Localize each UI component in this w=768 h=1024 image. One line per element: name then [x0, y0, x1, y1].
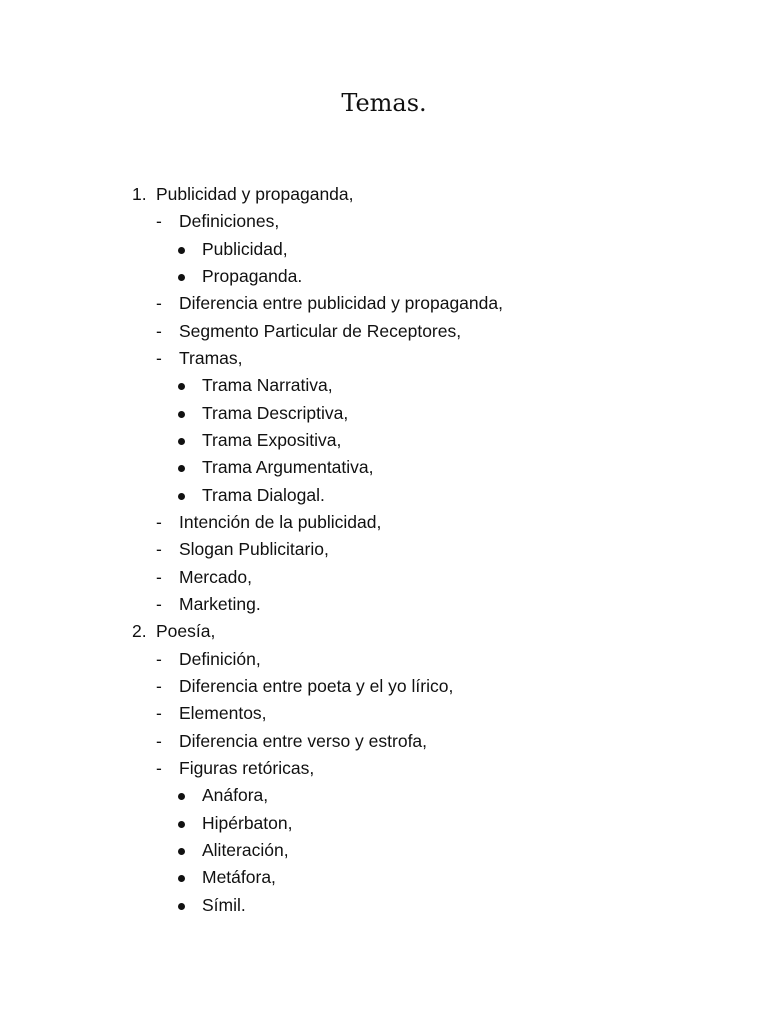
bullet-icon [178, 493, 185, 500]
dash-marker: - [156, 730, 162, 751]
bullet-icon [178, 247, 185, 254]
bullet-item [0, 837, 768, 864]
bullet-item [0, 454, 768, 481]
bullet-icon [178, 465, 185, 472]
dash-marker: - [156, 566, 162, 587]
item-text: Trama Dialogal. [202, 484, 325, 505]
dash-marker: - [156, 593, 162, 614]
dash-item [0, 728, 768, 755]
item-text: Hipérbaton, [202, 812, 293, 833]
bullet-icon [178, 875, 185, 882]
numbered-item [0, 618, 768, 645]
item-text: Definiciones, [179, 211, 280, 232]
item-text: Tramas, [179, 347, 243, 368]
dash-item [0, 345, 768, 372]
bullet-icon [178, 821, 185, 828]
bullet-icon [178, 438, 185, 445]
dash-item [0, 755, 768, 782]
page-title: Temas. [341, 89, 427, 117]
item-text: Diferencia entre poeta y el yo lírico, [179, 675, 454, 696]
item-text: Publicidad, [202, 238, 288, 259]
item-text: Propaganda. [202, 265, 303, 286]
item-text: Mercado, [179, 566, 252, 587]
item-text: Símil. [202, 894, 246, 915]
item-number: 2. [132, 621, 147, 642]
dash-item [0, 673, 768, 700]
item-text: Segmento Particular de Receptores, [179, 320, 462, 341]
item-number: 1. [132, 184, 147, 204]
dash-marker: - [156, 347, 162, 368]
bullet-item [0, 810, 768, 837]
dash-item [0, 591, 768, 618]
item-text: Trama Narrativa, [202, 375, 333, 396]
bullet-icon [178, 903, 185, 910]
bullet-item [0, 263, 768, 290]
item-text: Definición, [179, 648, 261, 669]
dash-marker: - [156, 703, 162, 724]
dash-marker: - [156, 293, 162, 314]
item-text: Poesía, [156, 621, 216, 642]
bullet-item [0, 372, 768, 399]
item-text: Slogan Publicitario, [179, 539, 329, 560]
dash-marker: - [156, 648, 162, 669]
dash-item [0, 564, 768, 591]
dash-marker: - [156, 511, 162, 532]
topic-outline [0, 181, 768, 919]
dash-marker: - [156, 211, 162, 232]
bullet-item [0, 236, 768, 263]
bullet-icon [178, 793, 185, 800]
bullet-item [0, 864, 768, 891]
bullet-item [0, 400, 768, 427]
item-text: Anáfora, [202, 785, 269, 806]
item-text: Trama Expositiva, [202, 429, 342, 450]
dash-marker: - [156, 320, 162, 341]
dash-marker: - [156, 539, 162, 560]
bullet-item [0, 782, 768, 809]
dash-item [0, 318, 768, 345]
dash-item [0, 509, 768, 536]
dash-item [0, 536, 768, 563]
bullet-item [0, 892, 768, 919]
bullet-item [0, 427, 768, 454]
dash-item [0, 646, 768, 673]
bullet-icon [178, 848, 185, 855]
item-text: Diferencia entre verso y estrofa, [179, 730, 428, 751]
dash-item [0, 700, 768, 727]
item-text: Marketing. [179, 593, 261, 614]
item-text: Trama Descriptiva, [202, 402, 349, 423]
item-text: Diferencia entre publicidad y propaganda, [179, 293, 503, 314]
dash-item [0, 208, 768, 235]
bullet-icon [178, 274, 185, 281]
item-text: Publicidad y propaganda, [156, 184, 354, 204]
numbered-item [0, 181, 768, 208]
bullet-icon [178, 383, 185, 390]
item-text: Figuras retóricas, [179, 757, 315, 778]
item-text: Aliteración, [202, 839, 289, 860]
dash-item [0, 290, 768, 317]
dash-marker: - [156, 757, 162, 778]
bullet-icon [178, 411, 185, 418]
dash-marker: - [156, 675, 162, 696]
item-text: Trama Argumentativa, [202, 457, 374, 478]
bullet-item [0, 482, 768, 509]
item-text: Intención de la publicidad, [179, 511, 382, 532]
item-text: Metáfora, [202, 867, 276, 888]
item-text: Elementos, [179, 703, 267, 724]
